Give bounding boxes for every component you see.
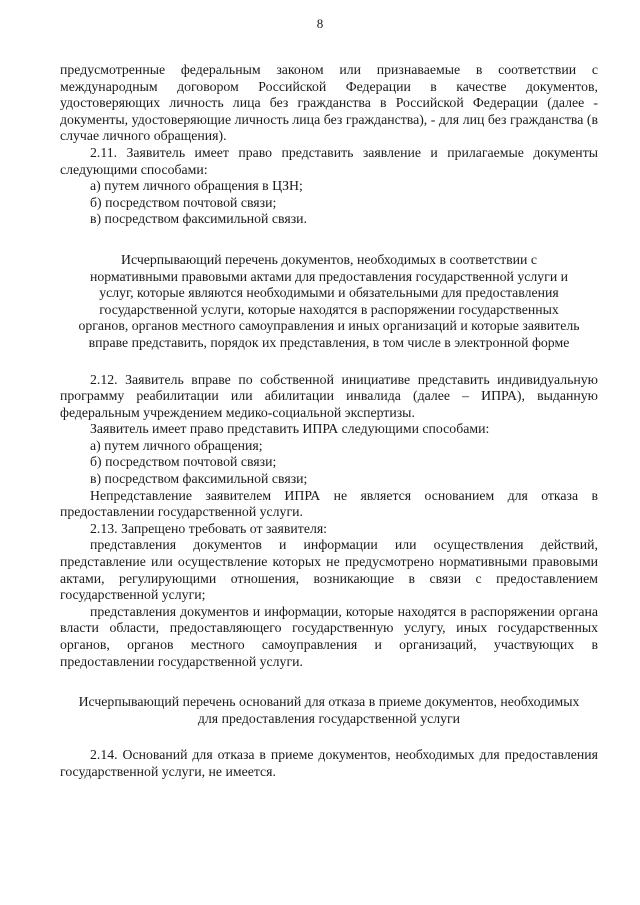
- paragraph-2-14: 2.14. Оснований для отказа в приеме документов, необходимых для предоставления государственной услуги, не имеется.: [60, 747, 598, 779]
- list-item-ipra-fax: в) посредством факсимильной связи;: [90, 471, 308, 487]
- list-item-post: б) посредством почтовой связи;: [90, 194, 277, 210]
- page-number: 8: [316, 16, 324, 31]
- paragraph-prohibited-2: представления документов и информации, которые находятся в распоряжении органа власти области, предоставляющего государственную услугу, иных государственных органов, органов местного самоуправления и организаций, участвующих в предоставлении государственной услуги.: [60, 603, 598, 669]
- section-heading-documents: Исчерпывающий перечень документов, необходимых в соответствии с нормативными правовыми актами для предоставления государственной услуги и услуг, которые являются необходимыми и обязательными для предоставления государственной услуги, которые находятся в распоряжении государственных органов, органов местного самоуправления и иных организаций и которые заявитель вправе представить, порядок их представления, в том числе в электронной форме: [78, 251, 580, 350]
- paragraph-2-11: 2.11. Заявитель имеет право представить заявление и прилагаемые документы следующими способами:: [60, 144, 598, 177]
- list-item-ipra-post: б) посредством почтовой связи;: [90, 454, 277, 470]
- document-body: [60, 62, 598, 781]
- paragraph-2-13: 2.13. Запрещено требовать от заявителя:: [90, 520, 328, 536]
- paragraph-ipra-methods: Заявитель имеет право представить ИПРА следующими способами:: [90, 421, 490, 437]
- paragraph-ipra-not-grounds: Непредставление заявителем ИПРА не является основанием для отказа в предоставлении государственной услуги.: [60, 487, 598, 520]
- list-item-personal: а) путем личного обращения в ЦЗН;: [90, 178, 303, 194]
- paragraph-prohibited-1: представления документов и информации или осуществления действий, представление или осуществление которых не предусмотрено нормативными правовыми актами, регулирующими отношения, возникающие в связи с предоставлением государственной услуги;: [60, 537, 598, 603]
- list-item-ipra-personal: а) путем личного обращения;: [90, 437, 263, 453]
- paragraph-id-documents: предусмотренные федеральным законом или признаваемые в соответствии с международным договором Российской Федерации в качестве документов, удостоверяющих личность лица без гражданства в Российской Федерации (далее - документы, удостоверяющие личность лица без гражданства), - для лиц без гражданства (в случае личного обращения).: [60, 62, 598, 144]
- list-item-fax: в) посредством факсимильной связи.: [90, 211, 307, 227]
- section-heading-refusal: Исчерпывающий перечень оснований для отказа в приеме документов, необходимых для предоставления государственной услуги: [78, 694, 580, 726]
- paragraph-2-12: 2.12. Заявитель вправе по собственной инициативе представить индивидуальную программу реабилитации или абилитации инвалида (далее – ИПРА), выданную федеральным учреждением медико-социальной экспертизы.: [60, 371, 598, 420]
